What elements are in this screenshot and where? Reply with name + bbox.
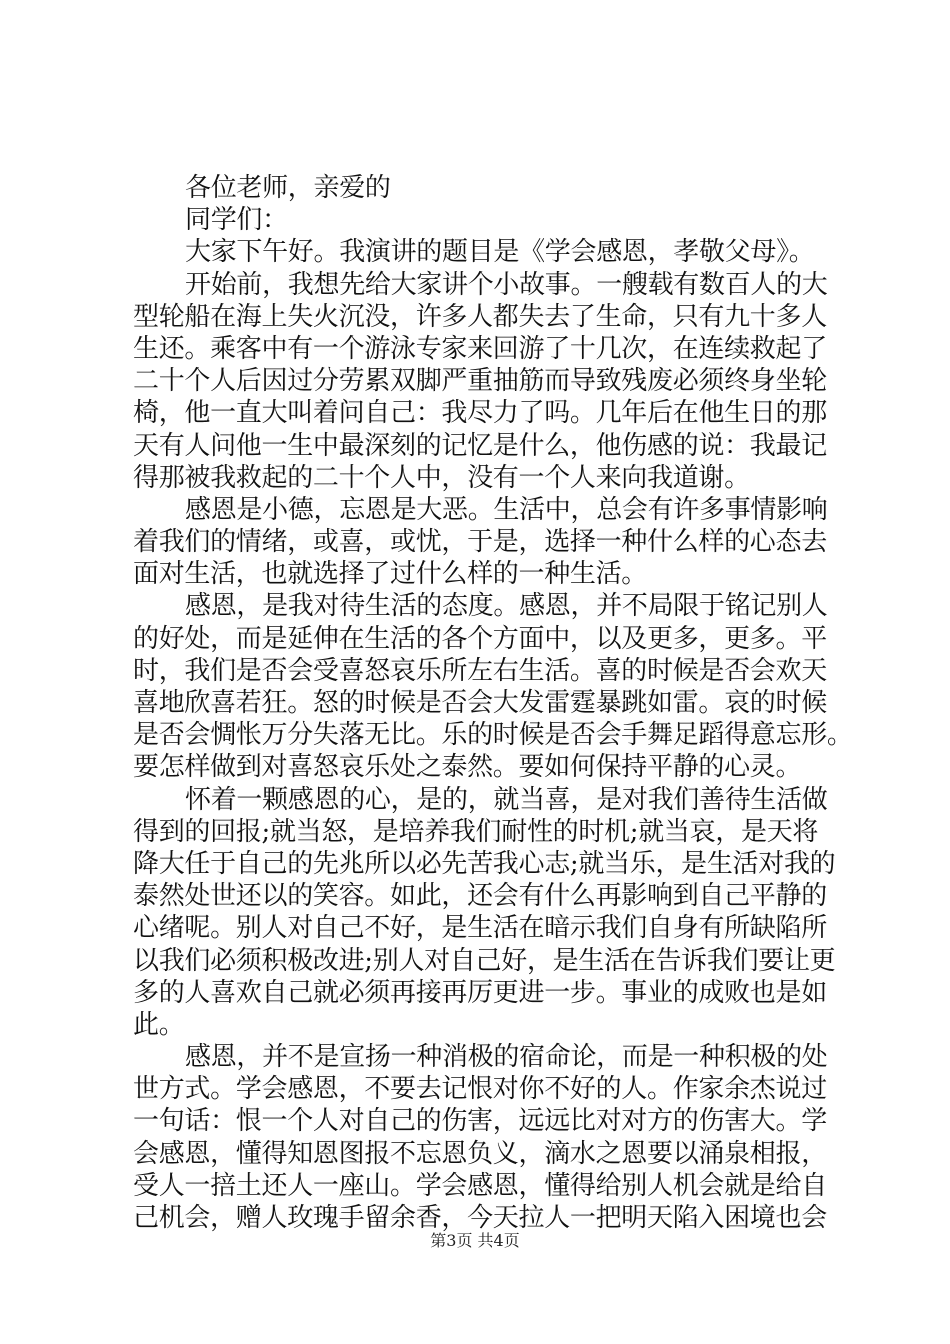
text-line: 二十个人后因过分劳累双脚严重抽筋而导致残废必须终身坐轮 [133,366,827,397]
text-line: 会感恩，懂得知恩图报不忘恩负义，滴水之恩要以涌泉相报， [133,1138,827,1169]
text-line: 此。 [133,1009,185,1040]
text-line: 要怎样做到对喜怒哀乐处之泰然。要如何保持平静的心灵。 [133,752,802,783]
text-line: 型轮船在海上失火沉没，许多人都失去了生命，只有九十多人 [133,301,827,332]
document-body [133,172,853,1234]
text-line: 怀着一颗感恩的心，是的，就当喜，是对我们善待生活做 [185,784,828,815]
text-line: 喜地欣喜若狂。怒的时候是否会大发雷霆暴跳如雷。哀的时候 [133,688,827,718]
text-line: 泰然处世还以的笑容。如此，还会有什么再影响到自己平静的 [133,881,827,912]
text-line: 得那被我救起的二十个人中，没有一个人来向我道谢。 [133,462,750,493]
text-line: 感恩，是我对待生活的态度。感恩，并不局限于铭记别人 [185,591,828,622]
text-line: 时，我们是否会受喜怒哀乐所左右生活。喜的时候是否会欢天 [133,655,827,686]
text-line: 是否会惆怅万分失落无比。乐的时候是否会手舞足蹈得意忘形。 [133,720,853,751]
text-line: 各位老师，亲爱的 [185,173,391,203]
text-line: 得到的回报;就当怒，是培养我们耐性的时机;就当哀，是天将 [133,816,819,847]
text-line: 心绪呢。别人对自己不好，是生活在暗示我们自身有所缺陷所 [133,913,827,944]
page-number-footer: 第3页 共4页 [430,1231,520,1250]
text-line: 的好处，而是延伸在生活的各个方面中，以及更多，更多。平 [133,623,827,654]
text-line: 面对生活，也就选择了过什么样的一种生活。 [133,559,648,590]
text-line: 天有人问他一生中最深刻的记忆是什么，他伤感的说：我最记 [133,430,827,461]
text-line: 世方式。学会感恩，不要去记恨对你不好的人。作家余杰说过 [133,1074,827,1105]
text-line: 感恩，并不是宣扬一种消极的宿命论，而是一种积极的处 [185,1042,828,1073]
text-line: 大家下午好。我演讲的题目是《学会感恩，孝敬父母》。 [185,237,815,268]
text-line: 感恩是小德，忘恩是大恶。生活中，总会有许多事情影响 [185,494,828,525]
text-line: 己机会，赠人玫瑰手留余香，今天拉人一把明天陷入困境也会 [133,1203,827,1233]
text-line: 生还。乘客中有一个游泳专家来回游了十几次，在连续救起了 [133,333,827,364]
text-line: 椅，他一直大叫着问自己：我尽力了吗。几年后在他生日的那 [133,398,827,429]
text-line: 一句话：恨一个人对自己的伤害，远远比对对方的伤害大。学 [133,1106,827,1137]
text-line: 降大任于自己的先兆所以必先苦我心志;就当乐，是生活对我的 [133,848,836,879]
text-line: 同学们： [185,205,288,236]
text-line: 以我们必须积极改进;别人对自己好，是生活在告诉我们要让更 [133,945,836,976]
text-line: 开始前，我想先给大家讲个小故事。一艘载有数百人的大 [185,269,828,300]
text-line: 着我们的情绪，或喜，或忧，于是，选择一种什么样的心态去 [133,527,827,558]
text-line: 受人一掊土还人一座山。学会感恩，懂得给别人机会就是给自 [133,1170,827,1201]
text-line: 多的人喜欢自己就必须再接再厉更进一步。事业的成败也是如 [133,977,827,1008]
